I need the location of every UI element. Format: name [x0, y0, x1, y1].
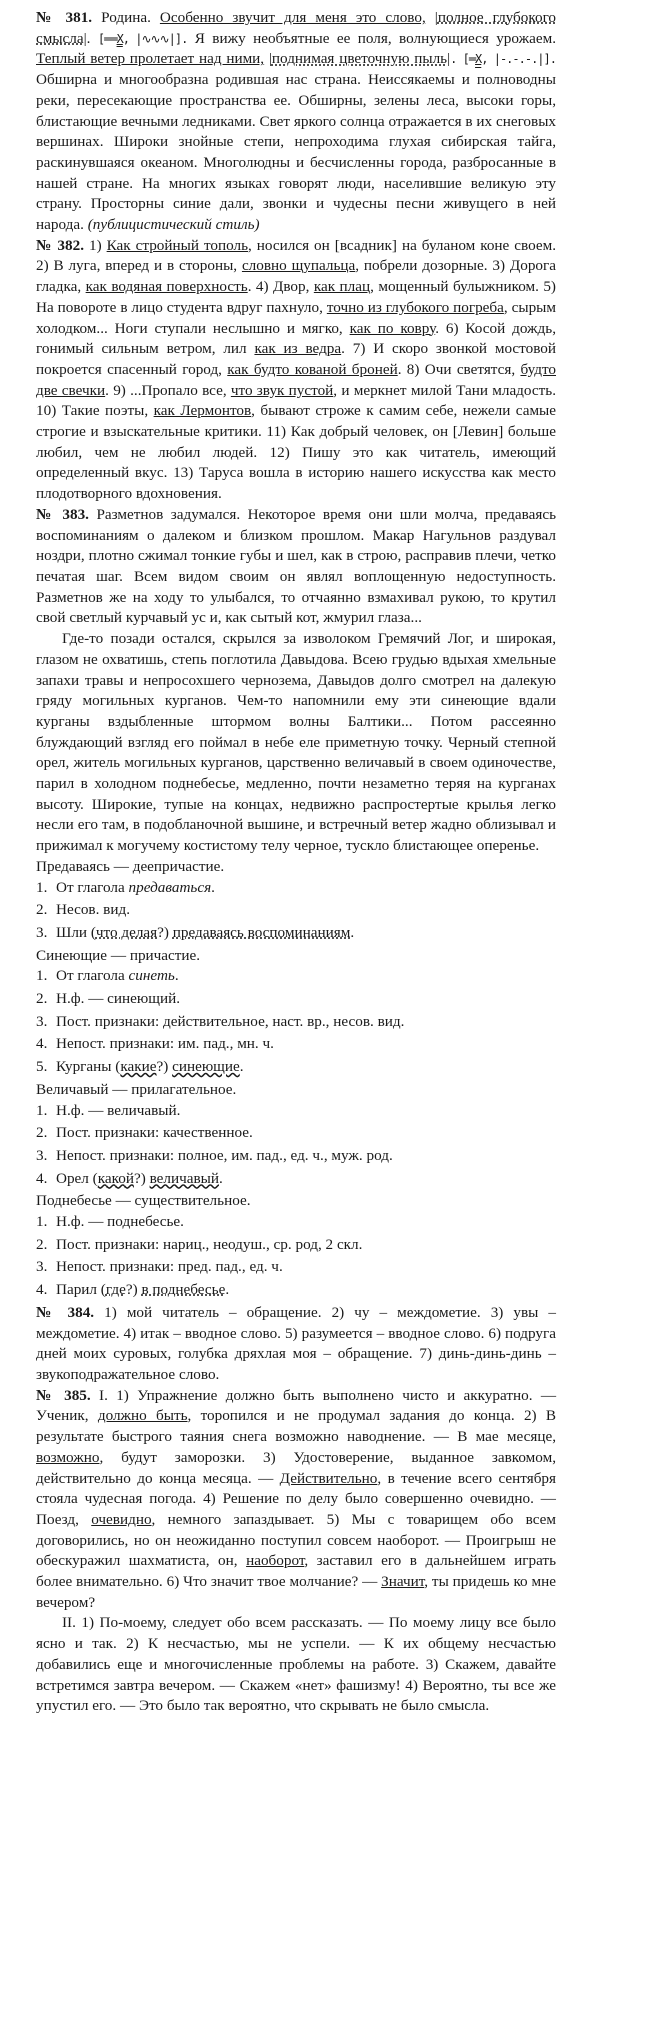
comparison: как будто кованой броней	[227, 360, 398, 378]
exercise-number: № 384.	[36, 1303, 95, 1321]
comparison: будто две свечки	[36, 360, 557, 399]
introductory-word: должно быть	[97, 1407, 188, 1425]
comparison: что звук пустой	[230, 381, 334, 399]
comparison: как водяная поверхность	[85, 278, 248, 296]
sentence-scheme: [══X, |∿∿∿|].	[97, 31, 188, 46]
comparison: как по ковру	[349, 319, 436, 337]
list-item: 4. Орел (какой?) величавый.	[36, 1169, 223, 1187]
underlined-phrase: Теплый ветер пролетает над ними,	[36, 50, 265, 68]
sentence-scheme: . [═X, |-.-.-.|].	[450, 52, 556, 67]
paragraph: Где-то позади остался, скрылся за изволоком Гремячий Лог, и широкая, глазом не охватишь, степь поглотила Давыдова. Всею грудью вдыхая хмельные запахи травы и непросохшего чернозема, Давыдов долго смотрел на далекую гряду могильных курганов. Чем-то напомнили ему эти синеющие вдали курганы вздыбленные штормом волны Балтики... Потом рассеянно блуждающий взгляд его поймал в небе еле приметную точку. Черный степной орел, житель могильных курганов, царственно величавый в своем одиночестве, парил в холодном поднебесье, медленно, почти незаметно теряя на курганах высоту. Широкие, тупые на концах, недвижно распростертые крылья легко несли его там, в подобланочной вышине, и встречный ветер жадно облизывал и прижимал к могучему костистому телу черное, тускло блистающее оперенье.	[36, 630, 556, 855]
text: Родина.	[101, 9, 151, 26]
list-item: 3. Непост. признаки: полное, им. пад., ед. ч., муж. род.	[36, 1146, 393, 1164]
comparison: словно щупальца	[241, 257, 356, 275]
comparison: Как стройный тополь	[106, 236, 249, 254]
parse-heading: Поднебесье — существительное.	[36, 1192, 251, 1210]
participle-phrase: полное глубокого смысла	[36, 9, 557, 47]
exercise-385: № 385. I. 1) Упражнение должно быть выполнено чисто и аккуратно. — Ученик, должно быть, торопился и не продумал задания до конца. 2) В результате быстрого таяния снега возможно наводнение. — В мае месяце, возможно, будут заморозки. 3) Удостоверение, выданное завкомом, действительно до конца месяца. — Действительно, в течение всего сентября стояла чудесная погода. 4) Решение по делу было совершенно очевидно. — Поезд, очевидно, немного запаздывает. 5) Мы с товарищем обо всем договорились, но он неожиданно поступил совсем наоборот. — Проигрыш не обескуражил шахматиста, он, наоборот, заставил его в дальнейшем играть более внимательно. 6) Что значит твое молчание? — Значит, ты придешь ко мне вечером?	[36, 1386, 557, 1611]
introductory-word: очевидно	[91, 1510, 152, 1528]
list-item: 3. Пост. признаки: действительное, наст. вр., несов. вид.	[36, 1012, 405, 1030]
exercise-number: № 385.	[36, 1386, 91, 1404]
list-item: 1. От глагола синеть.	[36, 967, 179, 985]
introductory-word: возможно	[36, 1448, 100, 1466]
introductory-word: наоборот	[246, 1552, 305, 1570]
textbook-page	[36, 8, 556, 1717]
paragraph: 1) мой читатель – обращение. 2) чу – междометие. 3) увы – междометие. 4) итак – вводное слово. 5) разумеется – вводное слово. 6) подруга дней моих суровых, голубка дряхлая моя – обращение. 7) динь-динь-динь – звукоподражательное слово.	[36, 1303, 556, 1383]
comparison: как плац	[313, 278, 371, 296]
text: Обширна и многообразна родившая нас страна. Неиссякаемы и полноводны реки, пересекающие пространства ее. Обширны, зелены леса, высоки горы, блистающие вечными ледниками. Свет яркого солнца отражается в их снеговых вершинах. Широки знойные степи, непроходима глухая сибирская тайга, раскинувшаяся океаном. Многолюдны и бесчисленны города, разбросанные в нашей стране. На многих языках говорят люди, населившие великую эту страну. Просторны синие дали, звонки и чудесны песни живущего в ней народа.	[36, 71, 556, 234]
introductory-word: Значит	[381, 1573, 425, 1591]
list-item: 4. Парил (где?) в поднебесье.	[36, 1281, 230, 1299]
style-note: (публицистический стиль)	[87, 216, 260, 234]
introductory-word: Действительно	[279, 1469, 378, 1487]
comparison: как из ведра	[254, 340, 342, 358]
text: Я вижу необъятные ее поля, волнующиеся урожаем.	[194, 29, 556, 47]
list-item: 1. Н.ф. — величавый.	[36, 1101, 181, 1119]
exercise-number: № 381.	[36, 9, 93, 26]
exercise-383	[36, 505, 556, 629]
exercise-384	[36, 1303, 556, 1386]
comparison: как Лермонтов	[153, 402, 252, 420]
exercise-number: № 382.	[36, 236, 84, 254]
exercise-382: № 382. 1) Как стройный тополь, носился он [всадник] на буланом коне своем. 2) В луга, вперед и в стороны, словно щупальца, побрели дозорные. 3) Дорога гладка, как водяная поверхность. 4) Двор, как плац, мощенный булыжником. 5) На повороте в лицо студента вдруг пахнуло, точно из глубокого погреба, сырым холодком... Ноги ступали неслышно и мягко, как по ковру. 6) Косой дождь, гонимый сильным ветром, лил как из ведра. 7) И скоро звонкой мостовой покроется спасенный город, как будто кованой броней. 8) Очи светятся, будто две свечки. 9) ...Пропало все, что звук пустой, и меркнет милой Тани младость. 10) Такие поэты, как Лермонтов, бывают строже к самим себе, нежели самые строгие и взыскательные критики. 11) Как добрый человек, он [Левин] больше любил, чем не любил людей. 12) Пишу это как читатель, имеющий определенный вкус. 13) Таруса вошла в историю нашего искусства как место плодотворного вдохновения.	[36, 236, 557, 503]
parse-list	[36, 966, 556, 1078]
list-item: 3. Шли (что делая?) предаваясь воспоминаниям.	[36, 923, 355, 941]
list-item: 2. Несов. вид.	[36, 901, 131, 919]
parse-heading: Предаваясь — деепричастие.	[36, 857, 225, 875]
list-item: 1. От глагола предаваться.	[36, 878, 215, 896]
comparison: точно из глубокого погреба	[326, 298, 504, 316]
underlined-phrase: Особенно звучит для меня это слово,	[159, 9, 426, 26]
list-item: 5. Курганы (какие?) синеющие.	[36, 1058, 244, 1076]
parse-list	[36, 1101, 556, 1190]
parse-list	[36, 878, 556, 944]
list-item: 4. Непост. признаки: им. пад., мн. ч.	[36, 1035, 274, 1053]
adverbial-phrase: поднимая цветочную пыль	[271, 50, 448, 68]
exercise-number: № 383.	[36, 505, 89, 523]
parse-list	[36, 1212, 556, 1301]
list-item: 2. Пост. признаки: нариц., неодуш., ср. род, 2 скл.	[36, 1235, 363, 1253]
exercise-381: № 381. Родина. Особенно звучит для меня это слово, |полное глубокого смысла|. [══X, |∿∿∿|]. Я вижу необъятные ее поля, волнующиеся урожаем. Теплый ветер пролетает над ними, |поднимая цветочную пыль|. [═X, |-.-.-.|]. Обширна и многообразна родившая нас страна. Неиссякаемы и полноводны реки, пересекающие пространства ее. Обширны, зелены леса, высоки горы, блистающие вечными ледниками. Свет яркого солнца отражается в их снеговых вершинах. Широки знойные степи, непроходима глухая сибирская тайга, раскинувшаяся океаном. Многолюдны и бесчисленны города, разбросанные в нашей стране. На многих языках говорят люди, населившие великую эту страну. Просторны синие дали, звонки и чудесны песни живущего в ней народа. (публицистический стиль)	[36, 9, 557, 234]
paragraph: Разметнов задумался. Некоторое время они шли молча, предаваясь воспоминаниям о далеком и близком прошлом. Макар Нагульнов раздувал ноздри, плотно сжимал тонкие губы и шел, как в строю, расправив плечи, четко печатая шаг. Всем видом своим он являл воплощенную недоступность. Разметнов же на ходу то улыбался, то отчаянно взмахивал рукою, то крутил свой светлый курчавый ус и, как сытый кот, жмурил глаза...	[36, 505, 556, 627]
list-item: 2. Н.ф. — синеющий.	[36, 990, 181, 1008]
paragraph: II. 1) По-моему, следует обо всем рассказать. — По моему лицу все было ясно и так. 2) К несчастью, мы не успели. — К их общему несчастью добавились еще и многочисленные проблемы на работе. 3) Скажем, давайте встретимся завтра вечером. — Скажем «нет» фашизму! 4) Вероятно, ты все же упустил его. — Это было так вероятно, что скрывать не было смысла.	[36, 1614, 556, 1715]
list-item: 3. Непост. признаки: пред. пад., ед. ч.	[36, 1258, 283, 1276]
list-item: 1. Н.ф. — поднебесье.	[36, 1213, 184, 1231]
list-item: 2. Пост. признаки: качественное.	[36, 1124, 253, 1142]
parse-heading: Синеющие — причастие.	[36, 946, 201, 964]
parse-heading: Величавый — прилагательное.	[36, 1080, 237, 1098]
